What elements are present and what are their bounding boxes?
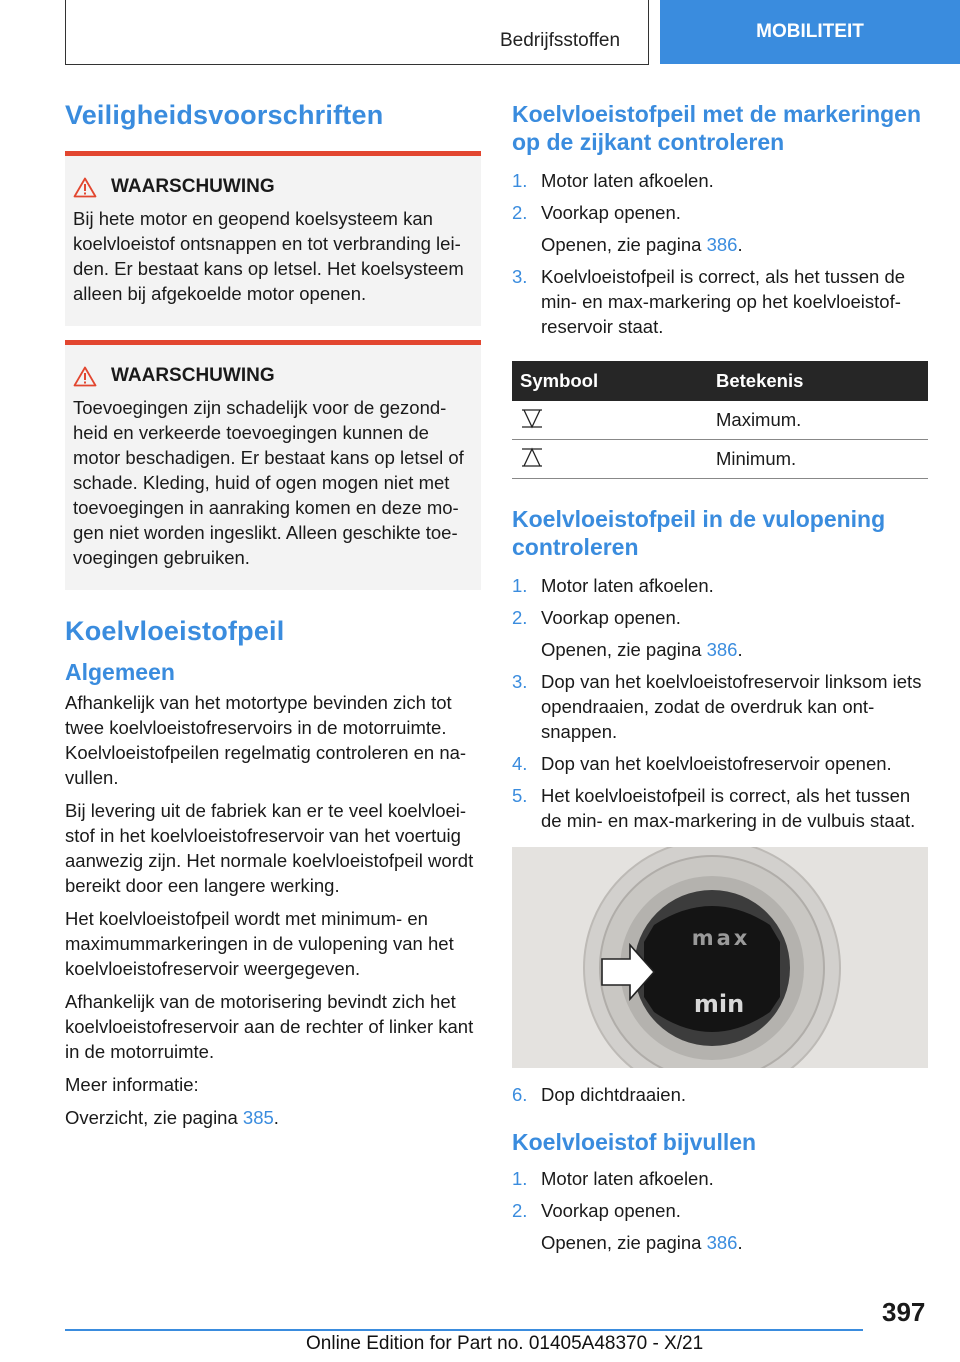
more-info-label: Meer informatie: bbox=[65, 1074, 199, 1095]
step-text: Voorkap openen. bbox=[541, 607, 681, 628]
min-symbol-cell bbox=[512, 440, 708, 479]
general-paragraph: Het koelvloeistofpeil wordt met minimum- en maximummarkeringen in de vulopening van het koelvloeistofreservoir weergegeven. bbox=[65, 908, 454, 979]
warning-label: WAARSCHUWING bbox=[111, 176, 275, 197]
general-subtitle: Algemeen bbox=[65, 659, 175, 685]
step-text: Dop van het koelvloeistofreservoir linksom iets opendraaien, zodat de overdruk kan ont-snappen. bbox=[541, 671, 922, 742]
reference-text: Overzicht, zie pagina bbox=[65, 1107, 243, 1128]
list-item bbox=[512, 168, 928, 193]
symbol-table bbox=[512, 361, 928, 479]
page-number: 397 bbox=[882, 1297, 926, 1327]
list-item bbox=[512, 751, 928, 776]
reference-text: Openen, zie pagina bbox=[541, 1232, 707, 1253]
table-row bbox=[512, 401, 928, 440]
side-markings-steps bbox=[512, 168, 928, 339]
step-text: Motor laten afkoelen. bbox=[541, 170, 714, 191]
step-number: 2. bbox=[512, 202, 528, 223]
overview-reference bbox=[65, 1105, 481, 1130]
step-number: 2. bbox=[512, 1200, 528, 1221]
header-chapter-label: MOBILITEIT bbox=[756, 21, 864, 42]
right-column bbox=[512, 100, 928, 1262]
table-row bbox=[512, 440, 928, 479]
step-subtext bbox=[541, 637, 928, 662]
list-item bbox=[512, 573, 928, 598]
step-number: 6. bbox=[512, 1084, 528, 1105]
list-item bbox=[512, 1198, 928, 1255]
step-text: Voorkap openen. bbox=[541, 202, 681, 223]
step-number: 1. bbox=[512, 1168, 528, 1189]
list-item bbox=[512, 200, 928, 257]
header-chapter-tab[interactable] bbox=[660, 0, 960, 64]
step-subtext bbox=[541, 1230, 928, 1255]
list-item bbox=[512, 1082, 928, 1107]
general-paragraph: Bij levering uit de fabriek kan er te veel koelvloei-stof in het koelvloeistofreservoir van het voertuig aanwezig zijn. Het normale koelvloeistofpeil wordt bereikt door een langere werking. bbox=[65, 800, 474, 896]
step-number: 1. bbox=[512, 170, 528, 191]
header-section-label: Bedrijfsstoffen bbox=[500, 30, 621, 51]
page-link-386[interactable]: 386 bbox=[706, 639, 738, 660]
list-item bbox=[512, 605, 928, 662]
max-symbol-cell bbox=[512, 401, 708, 440]
max-marker-icon bbox=[520, 407, 544, 429]
list-item bbox=[512, 669, 928, 744]
step-text: Voorkap openen. bbox=[541, 1200, 681, 1221]
step-subtext bbox=[541, 232, 928, 257]
reservoir-cap-illustration bbox=[512, 847, 928, 1068]
header-border-bottom bbox=[65, 64, 649, 65]
general-paragraph: Afhankelijk van het motortype bevinden zich tot twee koelvloeistofreservoirs in de motorruimte. Koelvloeistofpeilen regelmatig controleren en na-vullen. bbox=[65, 692, 467, 788]
step-text: Het koelvloeistofpeil is correct, als het tussen de min- en max-markering in de vulbuis staat. bbox=[541, 785, 916, 831]
reservoir-cap-image bbox=[512, 847, 928, 1068]
top-up-steps bbox=[512, 1166, 928, 1255]
header-border-left bbox=[65, 0, 66, 64]
warning-box-2 bbox=[65, 340, 481, 590]
filler-opening-final-step bbox=[512, 1082, 928, 1107]
header-border-right bbox=[648, 0, 649, 64]
page-link-385[interactable]: 385 bbox=[242, 1107, 274, 1128]
reference-end: . bbox=[737, 639, 743, 660]
step-text: Motor laten afkoelen. bbox=[541, 1168, 714, 1189]
warning-header bbox=[73, 176, 473, 198]
step-text: Dop van het koelvloeistofreservoir openen. bbox=[541, 753, 892, 774]
edition-footer: Online Edition for Part no. 01405A48370 - X/21 bbox=[306, 1333, 704, 1354]
filler-opening-title: Koelvloeistofpeil in de vulopening controleren bbox=[512, 506, 886, 560]
page-link-386[interactable]: 386 bbox=[706, 234, 738, 255]
reference-end: . bbox=[737, 234, 743, 255]
page-link-386[interactable]: 386 bbox=[706, 1232, 738, 1253]
coolant-level-title: Koelvloeistofpeil bbox=[65, 616, 285, 646]
footer-rule bbox=[65, 1329, 863, 1331]
min-marker-icon bbox=[520, 446, 544, 468]
table-header-row bbox=[512, 361, 928, 401]
table-header-meaning: Betekenis bbox=[708, 361, 928, 401]
warning-header bbox=[73, 365, 473, 387]
warning-triangle-icon bbox=[73, 177, 97, 198]
max-meaning-cell: Maximum. bbox=[708, 401, 928, 440]
list-item bbox=[512, 783, 928, 833]
left-column bbox=[65, 100, 481, 1138]
step-number: 3. bbox=[512, 671, 528, 692]
filler-opening-steps bbox=[512, 573, 928, 833]
warning-triangle-icon bbox=[73, 366, 97, 387]
min-meaning-cell: Minimum. bbox=[708, 440, 928, 479]
warning-box-1 bbox=[65, 151, 481, 326]
warning-label: WAARSCHUWING bbox=[111, 365, 275, 386]
max-cap-label: max bbox=[691, 926, 751, 950]
step-number: 4. bbox=[512, 753, 528, 774]
list-item bbox=[512, 1166, 928, 1191]
warning-text: Toevoegingen zijn schadelijk voor de gezond-heid en verkeerde toevoegingen kunnen de motor beschadigen. Er bestaat kans op letsel of schade. Kleding, huid of ogen mogen niet met toevoegingen in aanraking komen en deze mo-gen niet worden ingeslikt. Alleen geschikte toe-voegingen gebruiken. bbox=[73, 397, 464, 568]
step-text: Koelvloeistofpeil is correct, als het tussen de min- en max-markering op het koelvloeistof-reservoir staat. bbox=[541, 266, 906, 337]
side-markings-title: Koelvloeistofpeil met de markeringen op de zijkant controleren bbox=[512, 101, 922, 155]
top-up-title: Koelvloeistof bijvullen bbox=[512, 1129, 757, 1155]
list-item bbox=[512, 264, 928, 339]
step-text: Motor laten afkoelen. bbox=[541, 575, 714, 596]
general-paragraph: Afhankelijk van de motorisering bevindt zich het koelvloeistofreservoir aan de rechter of linker kant in de motorruimte. bbox=[65, 991, 474, 1062]
step-text: Dop dichtdraaien. bbox=[541, 1084, 687, 1105]
reference-text: Openen, zie pagina bbox=[541, 639, 707, 660]
reference-end: . bbox=[273, 1107, 279, 1128]
reference-end: . bbox=[737, 1232, 743, 1253]
safety-title: Veiligheidsvoorschriften bbox=[65, 100, 384, 130]
reference-text: Openen, zie pagina bbox=[541, 234, 707, 255]
step-number: 1. bbox=[512, 575, 528, 596]
step-number: 2. bbox=[512, 607, 528, 628]
table-header-symbol: Symbool bbox=[512, 361, 708, 401]
min-cap-label: min bbox=[693, 990, 745, 1018]
warning-text: Bij hete motor en geopend koelsysteem kan koelvloeistof ontsnappen en tot verbranding lei-den. Er bestaat kans op letsel. Het koelsysteem alleen bij afgekoelde motor openen. bbox=[73, 208, 464, 304]
step-number: 3. bbox=[512, 266, 528, 287]
step-number: 5. bbox=[512, 785, 528, 806]
